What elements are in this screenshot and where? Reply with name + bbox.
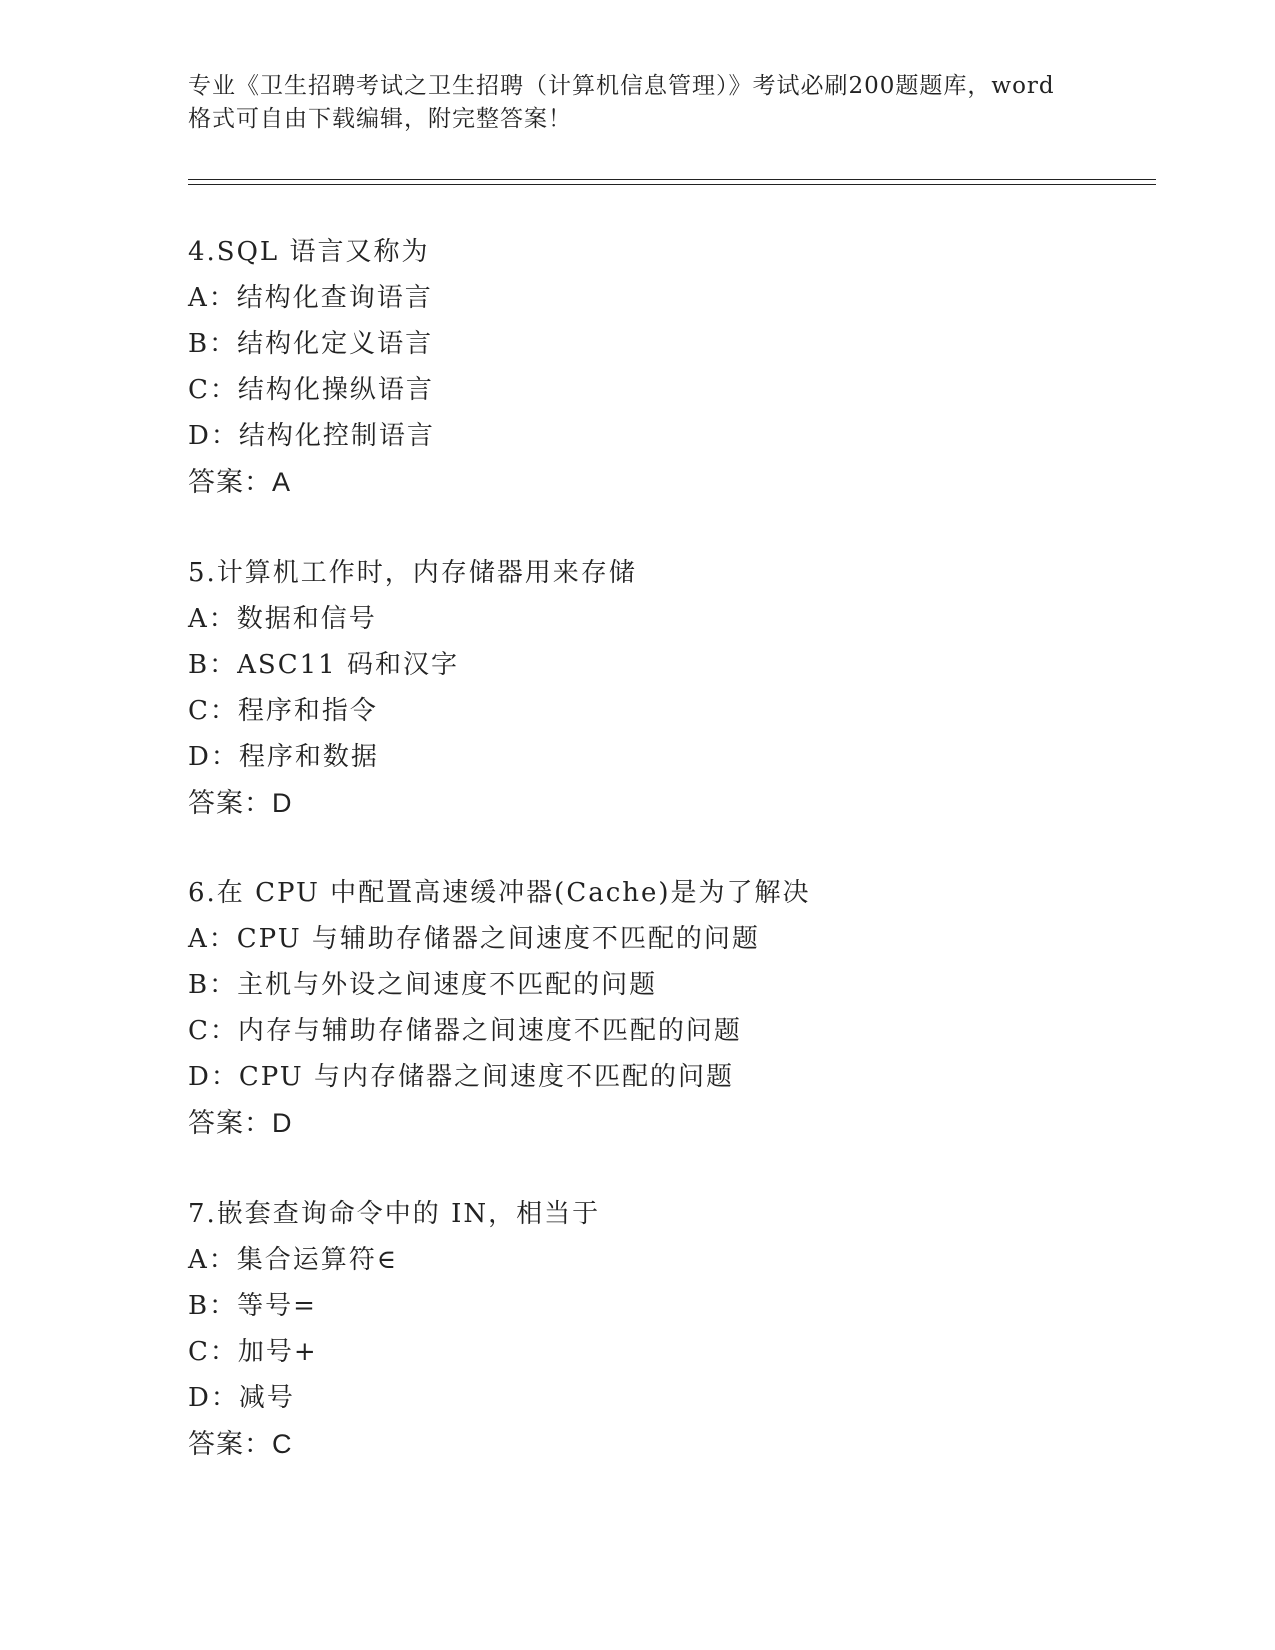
option-letter: C： (188, 1016, 238, 1046)
option-letter: D： (188, 421, 239, 451)
option-letter: D： (188, 1383, 239, 1413)
question-stem: 6.在 CPU 中配置高速缓冲器(Cache)是为了解决 (188, 878, 811, 908)
option-text: 结构化操纵语言 (237, 375, 434, 405)
option-d (188, 734, 1168, 780)
option-c (188, 367, 1168, 413)
option-letter: C： (188, 696, 238, 726)
option-letter: A： (188, 604, 237, 634)
option-a (188, 1237, 1168, 1283)
header-line-1: 专业《卫生招聘考试之卫生招聘（计算机信息管理）》考试必刷200题题库，word (188, 73, 1055, 99)
option-b (188, 642, 1168, 688)
header-divider-top (188, 179, 1156, 180)
question-7 (188, 1191, 1168, 1467)
question-4 (188, 229, 1168, 505)
answer-line: 答案：D (188, 1108, 293, 1138)
answer-line: 答案：D (188, 788, 293, 818)
question-5 (188, 550, 1168, 826)
option-letter: C： (188, 375, 238, 405)
option-letter: C： (188, 1337, 238, 1367)
option-text: 程序和数据 (238, 742, 379, 772)
option-d (188, 413, 1168, 459)
option-text: 集合运算符∈ (236, 1245, 399, 1275)
option-text: 数据和信号 (236, 604, 377, 634)
option-d (188, 1054, 1168, 1100)
answer-line: 答案：C (188, 1429, 293, 1459)
option-letter: A： (188, 924, 237, 954)
option-b (188, 1283, 1168, 1329)
answer-line: 答案：A (188, 467, 292, 497)
option-letter: D： (188, 742, 239, 772)
option-text: 结构化定义语言 (237, 329, 434, 359)
option-text: CPU 与内存储器之间速度不匹配的问题 (238, 1062, 734, 1092)
option-text: 内存与辅助存储器之间速度不匹配的问题 (237, 1016, 742, 1046)
option-letter: B： (188, 1291, 238, 1321)
option-a (188, 275, 1168, 321)
option-letter: B： (188, 970, 238, 1000)
option-letter: A： (188, 1245, 237, 1275)
option-text: 结构化控制语言 (238, 421, 435, 451)
question-stem: 7.嵌套查询命令中的 IN，相当于 (188, 1199, 601, 1229)
option-text: 等号= (237, 1291, 317, 1321)
option-letter: B： (188, 329, 238, 359)
question-stem: 4.SQL 语言又称为 (188, 237, 430, 267)
option-text: 主机与外设之间速度不匹配的问题 (237, 970, 658, 1000)
question-6 (188, 870, 1168, 1146)
option-text: 减号 (238, 1383, 295, 1413)
option-letter: D： (188, 1062, 239, 1092)
option-c (188, 1329, 1168, 1375)
option-a (188, 916, 1168, 962)
option-c (188, 1008, 1168, 1054)
header-divider-bottom (188, 184, 1156, 185)
option-letter: A： (188, 283, 237, 313)
option-text: 结构化查询语言 (236, 283, 433, 313)
option-c (188, 688, 1168, 734)
option-text: 加号+ (237, 1337, 318, 1367)
header-line-2: 格式可自由下载编辑，附完整答案！ (188, 106, 572, 132)
option-d (188, 1375, 1168, 1421)
option-text: 程序和指令 (237, 696, 378, 726)
option-a (188, 596, 1168, 642)
option-b (188, 962, 1168, 1008)
option-text: CPU 与辅助存储器之间速度不匹配的问题 (236, 924, 760, 954)
option-b (188, 321, 1168, 367)
option-letter: B： (188, 650, 238, 680)
option-text: ASC11 码和汉字 (237, 650, 459, 680)
document-header (188, 70, 1088, 136)
question-stem: 5.计算机工作时，内存储器用来存储 (188, 558, 637, 588)
